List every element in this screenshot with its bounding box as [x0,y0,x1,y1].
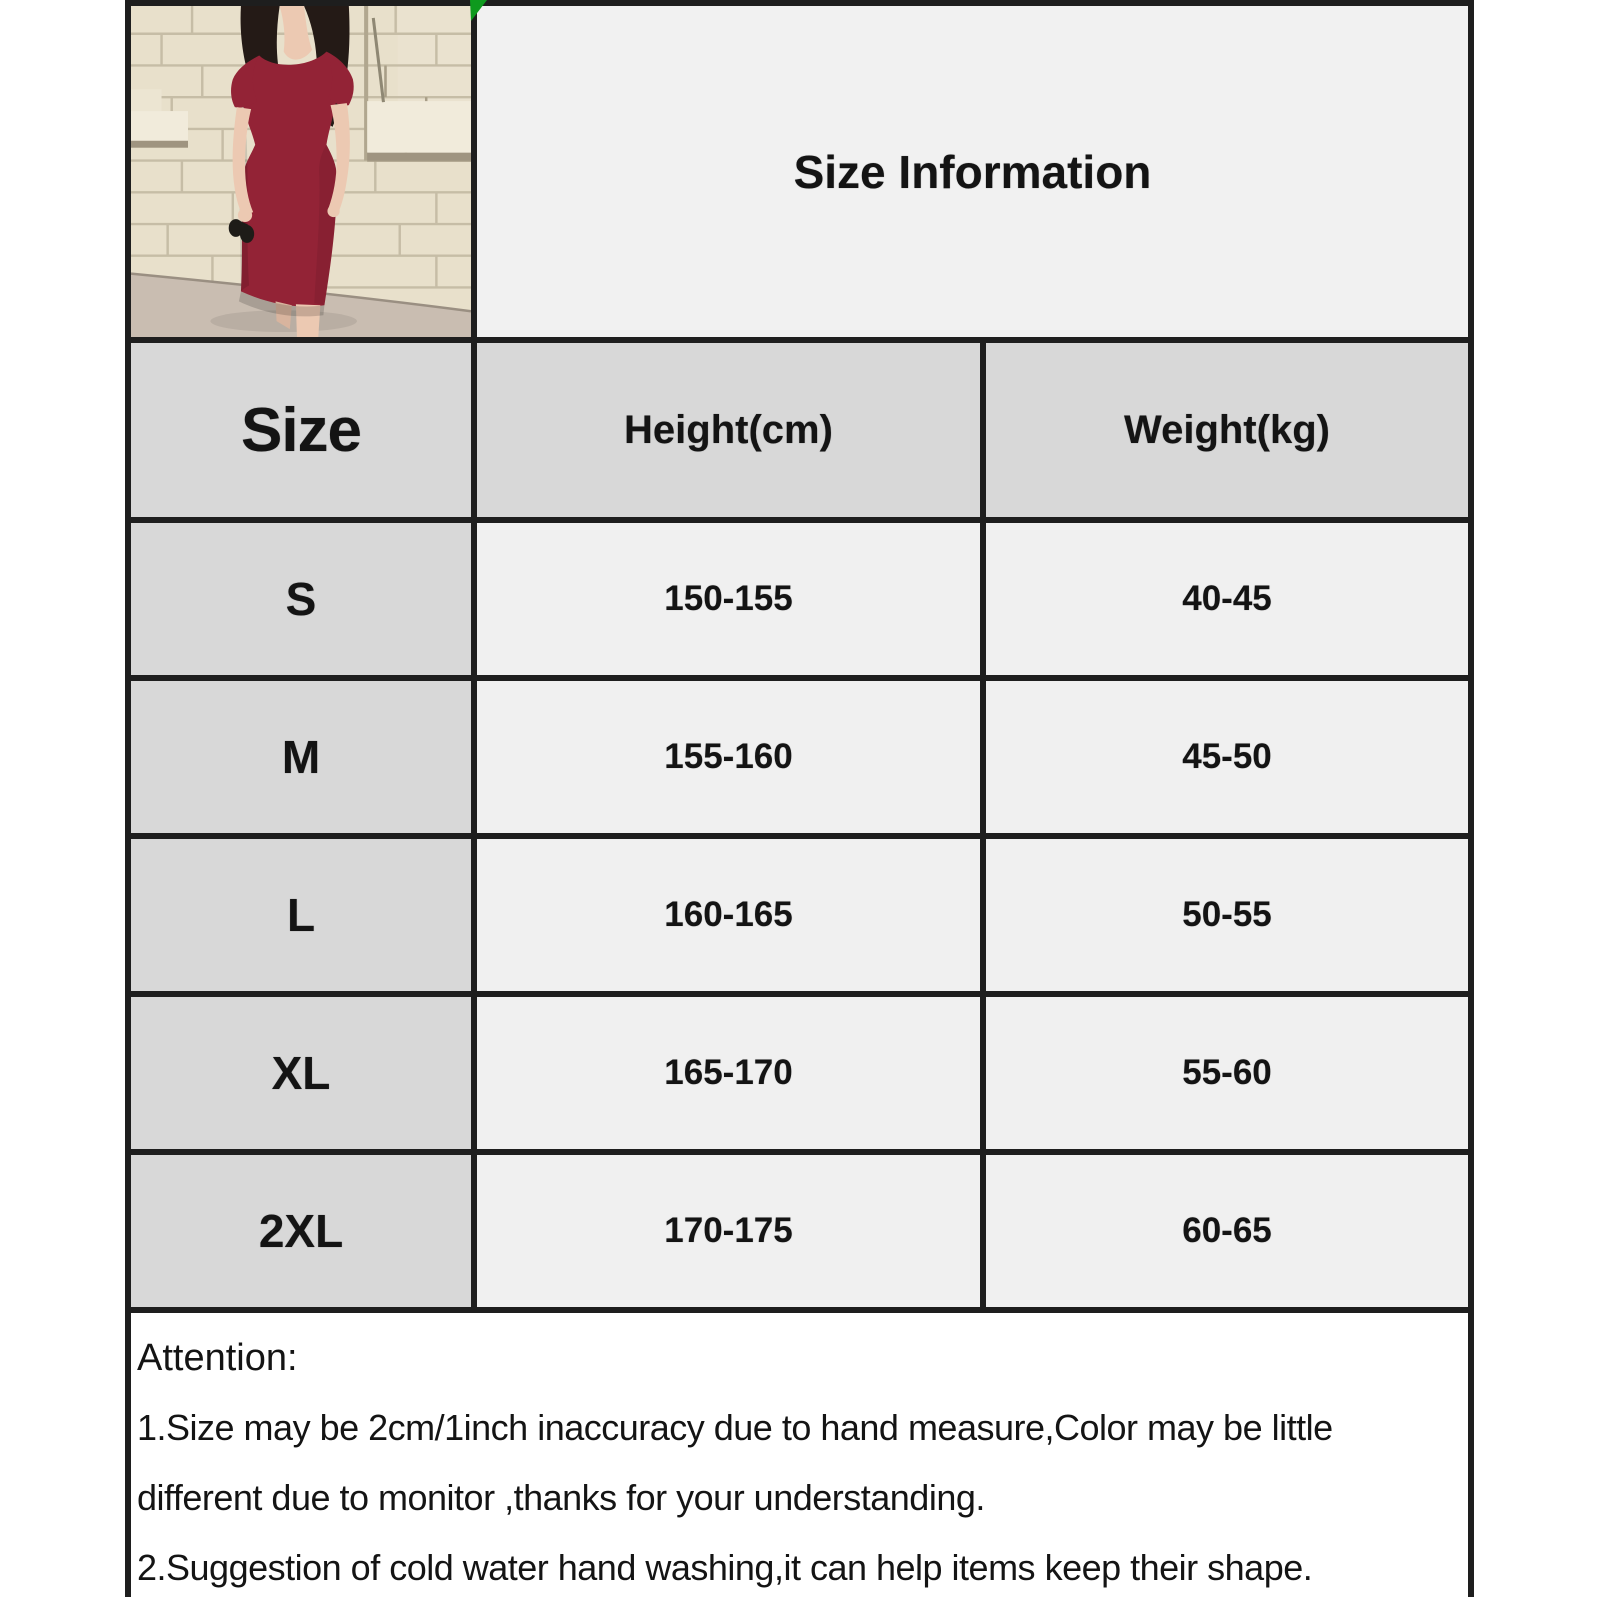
table-row-s-height: 150-155 [477,523,980,675]
left-hand [327,205,339,217]
attention-heading: Attention: [137,1337,298,1379]
column-header-weight: Weight(kg) [986,343,1468,517]
wall-block [131,89,162,111]
table-row-xl-height: 165-170 [477,997,980,1149]
table-row-m-size: M [131,681,471,833]
table-row-2xl-weight: 60-65 [986,1155,1468,1307]
green-corner-marker-icon [470,0,487,21]
attention-line-3: 2.Suggestion of cold water hand washing,it can help items keep their shape. [137,1547,1313,1588]
size-table [125,0,1474,1597]
table-row-m-height: 155-160 [477,681,980,833]
right-pilaster-shadow [367,153,471,161]
left-ledge-shadow [131,141,188,148]
table-row-l-size: L [131,839,471,991]
page-title: Size Information [793,145,1152,198]
attention-line-2: different due to monitor ,thanks for your understanding. [137,1477,985,1518]
table-row-l-weight: 50-55 [986,839,1468,991]
right-hand [238,208,252,222]
right-pilaster [367,101,471,153]
column-header-size: Size [131,343,471,517]
product-photo [131,6,471,337]
table-row-s-weight: 40-45 [986,523,1468,675]
product-photo-illustration [131,6,471,337]
table-row-l-height: 160-165 [477,839,980,991]
left-ledge [131,111,188,141]
attention-line-1: 1.Size may be 2cm/1inch inaccuracy due to hand measure,Color may be little [137,1407,1333,1448]
title-cell [477,6,1468,337]
table-row-2xl-height: 170-175 [477,1155,980,1307]
table-row-m-weight: 45-50 [986,681,1468,833]
column-header-height: Height(cm) [477,343,980,517]
table-row-s-size: S [131,523,471,675]
table-row-2xl-size: 2XL [131,1155,471,1307]
table-row-xl-size: XL [131,997,471,1149]
table-row-xl-weight: 55-60 [986,997,1468,1149]
attention-note [131,1313,1468,1603]
